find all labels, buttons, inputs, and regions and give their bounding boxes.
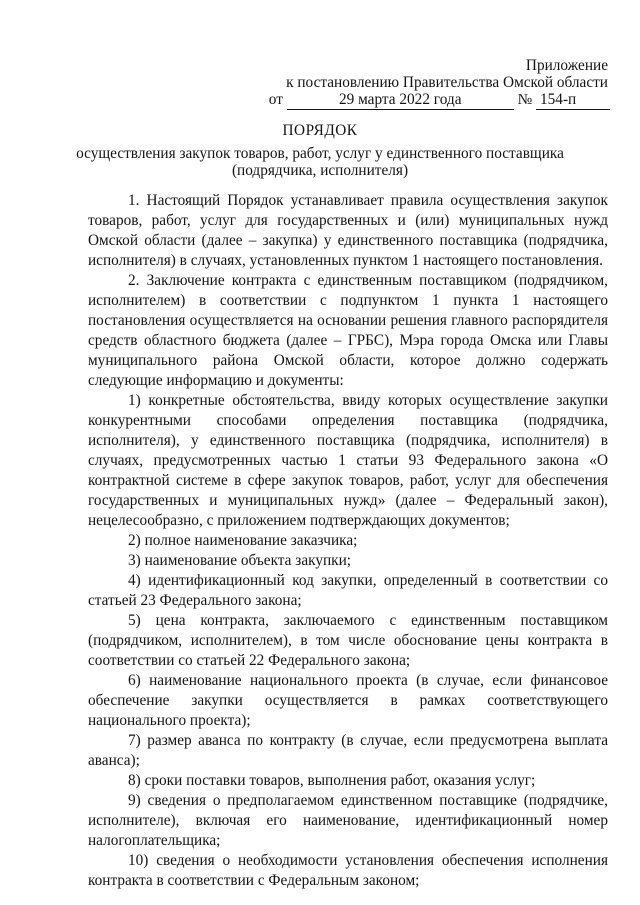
document-subtitle: осуществления закупок товаров, работ, услуг у единственного поставщика [76,145,564,162]
list-item: 7) размер аванса по контракту (в случае, если предусмотрена выплата аванса); [88,732,608,769]
paragraph: 2. Заключение контракта с единственным поставщиком (подрядчиком, исполнителем) в соответствии с подпунктом 1 пункта 1 настоящего постановления осуществляется на основании решения главного распорядителя средств областного бюджета (далее – ГРБС), Мэра города Омска или Главы муниципального района Омской области, которое должно содержать следующие информацию и документы: [88,272,608,389]
document-subtitle-2: (подрядчика, исполнителя) [231,162,409,179]
list-item: 9) сведения о предполагаемом единственном поставщике (подрядчике, исполнителе), включая его наименование, идентификационный номер налогоплательщика; [88,792,608,849]
list-item: 3) наименование объекта закупки; [128,552,352,569]
list-item: 10) сведения о необходимости установления обеспечения исполнения контракта в соответствии с Федеральным законом; [88,852,608,889]
document-body [88,191,608,891]
paragraph: 1. Настоящий Порядок устанавливает правила осуществления закупок товаров, работ, услуг для государственных и (или) муниципальных нужд Омской области (далее – закупка) у единственного поставщика (подрядчика, исполнителя) в случаях, установленных пунктом 1 настоящего постановления. [88,192,608,269]
list-item: 1) конкретные обстоятельства, ввиду которых осуществление закупки конкурентными способами определения поставщика (подрядчика, исполнителя), у единственного поставщика (подрядчика, исполнителя) в случаях, предусмотренных частью 1 статьи 93 Федерального закона «О контрактной системе в сфере закупок товаров, работ, услуг для обеспечения государственных и муниципальных нужд» (далее – Федеральный закон), нецелесообразно, с приложением подтверждающих документов; [88,392,608,529]
list-item: 2) полное наименование заказчика; [128,532,358,549]
decree-date: 29 марта 2022 года [287,91,514,110]
list-item: 5) цена контракта, заключаемого с единственным поставщиком (подрядчиком, исполнителем), в том числе обоснование цены контракта в соответствии со статьей 22 Федерального закона; [88,612,608,669]
decree-date-number [269,90,610,110]
list-item: 8) сроки поставки товаров, выполнения работ, оказания услуг; [128,772,536,789]
decree-number: 154-п [536,91,610,110]
from-label: от [268,91,283,108]
document-title: ПОРЯДОК [282,122,358,139]
appendix-reference: к постановлению Правительства Омской области [286,74,608,91]
appendix-label: Приложение [525,57,608,74]
number-label: № [517,91,533,108]
list-item: 6) наименование национального проекта (в случае, если финансовое обеспечение закупки осуществляется в рамках соответствующего национального проекта); [88,672,608,729]
list-item: 4) идентификационный код закупки, определенный в соответствии со статьей 23 Федерального закона; [88,572,608,609]
